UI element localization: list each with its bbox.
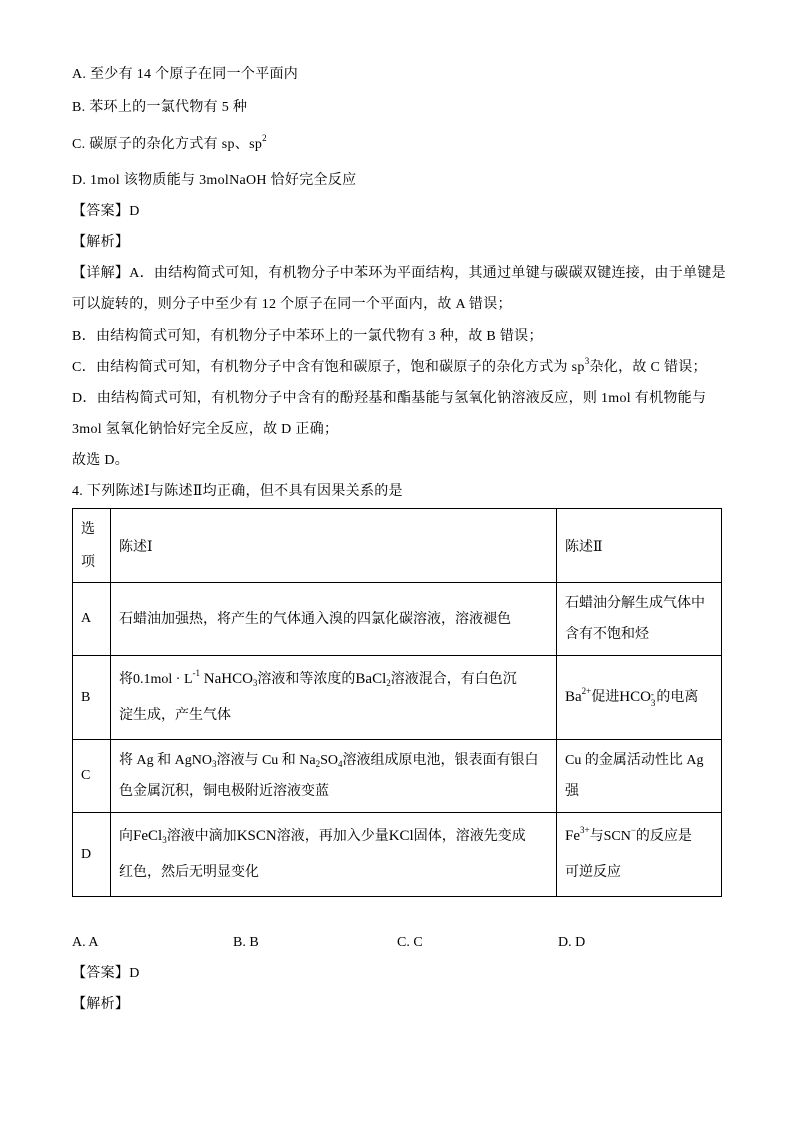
row-b-s2-text: 促进 — [591, 690, 620, 705]
header-option-line: 项 — [81, 554, 95, 570]
row-d-s1-text: 向 — [119, 829, 133, 844]
row-b-s2-superscript: - — [650, 689, 654, 699]
row-d-s1-text: 溶液，再加入少量 — [276, 829, 389, 844]
q3-answer-value: D — [129, 204, 140, 219]
row-d-s2-formula: Fe — [565, 828, 580, 844]
row-b-s1-text: 将0.1mol · L — [119, 672, 193, 687]
row-c-statement1-line-1 — [119, 745, 548, 776]
q3-detail-line-6: 3mol 氢氧化钠恰好完全反应，故 D 正确； — [72, 422, 339, 437]
table-row-c — [73, 740, 722, 813]
header-statement2: 陈述Ⅱ — [565, 539, 603, 555]
row-b-statement1-line-2: 淀生成，产生气体 — [119, 708, 231, 723]
row-b-s1-text: 溶液和等浓度的 — [257, 672, 356, 687]
q3-answer — [72, 203, 140, 221]
row-c-s1-text: SO — [320, 753, 339, 768]
row-b-s2-formula: HCO — [619, 689, 651, 705]
row-c-option-cell — [73, 740, 111, 813]
header-statement1: 陈述Ⅰ — [119, 539, 153, 555]
row-c-statement2-cell — [557, 740, 722, 813]
row-d-s1-formula: KSCN — [236, 828, 277, 844]
row-b-s2-formula: Ba — [565, 689, 582, 705]
q4-stem: 4. 下列陈述Ⅰ与陈述Ⅱ均正确，但不具有因果关系的是 — [72, 484, 403, 499]
q3-detail-line-1: 【详解】A．由结构简式可知，有机物分子中苯环为平面结构，其通过单键与碳碳双键连接，由于单键是 — [72, 266, 726, 281]
row-a-option: A — [81, 611, 92, 626]
row-b-s2-subscript: 3 — [650, 698, 656, 708]
row-b-option: B — [81, 689, 91, 705]
row-d-s1-formula: FeCl — [133, 828, 163, 844]
row-c-s1-text: 溶液组成原电池，银表面有银白 — [342, 753, 539, 768]
row-b-s1-text: 溶液混合，有白色沉 — [390, 672, 517, 687]
row-d-s2-text: 的反应是 — [635, 829, 692, 844]
q4-choice-c: C. C — [397, 935, 423, 950]
q3-option-a: A. 至少有 14 个原子在同一个平面内 — [72, 67, 299, 82]
q3-option-b: B. 苯环上的一氯代物有 5 种 — [72, 100, 248, 115]
row-b-s2-sub-sup-stack — [651, 690, 656, 708]
row-c-option: C — [81, 768, 91, 783]
row-d-statement1-line-1 — [119, 818, 548, 855]
row-b-s2-text: 的电离 — [656, 690, 699, 705]
row-d-s2-formula: SCN — [603, 829, 631, 844]
q4-choice-b: B. B — [233, 935, 259, 950]
row-b-s1-formula: NaHCO — [200, 671, 253, 687]
header-statement1-cell — [111, 509, 557, 583]
q3-analysis-label: 【解析】 — [72, 235, 130, 250]
q3-detail-line-7: 故选 D。 — [72, 453, 130, 468]
row-c-s1-text: 将 Ag 和 AgNO — [119, 753, 212, 768]
row-c-s1-text: 溶液与 Cu 和 Na — [216, 753, 316, 768]
row-d-s2-superscript: 3+ — [580, 825, 590, 835]
row-b-option-cell — [73, 656, 111, 740]
row-c-statement2-line: 强 — [565, 784, 579, 799]
row-b-statement2-cell — [557, 656, 722, 740]
q3-detail-line-5: D．由结构简式可知，有机物分子中含有的酚羟基和酯基能与氢氧化钠溶液反应，则 1mol 有机物能与 — [72, 391, 707, 406]
header-option-cell — [73, 509, 111, 583]
row-b-s1-formula: BaCl — [355, 671, 387, 687]
q3-detail-line-4-superscript: 3 — [584, 356, 590, 366]
row-a-option-cell — [73, 583, 111, 656]
row-b-s2-superscript: 2+ — [581, 686, 592, 696]
q3-detail-line-3: B．由结构简式可知，有机物分子中苯环上的一氯代物有 3 种，故 B 错误； — [72, 329, 543, 344]
row-d-s1-text: 溶液中滴加 — [166, 829, 237, 844]
table-row-a — [73, 583, 722, 656]
table-row-d — [73, 813, 722, 897]
row-c-s1-subscript: 4 — [338, 759, 343, 769]
table-row-b — [73, 656, 722, 740]
row-c-s1-subscript: 3 — [211, 759, 217, 769]
row-d-option: D — [81, 846, 92, 862]
row-d-statement2-cell — [557, 813, 722, 897]
row-d-s1-formula: KCl — [388, 828, 414, 844]
row-c-s1-subscript: 2 — [315, 759, 321, 769]
q3-option-c — [72, 133, 267, 154]
row-d-statement2-line-2: 可逆反应 — [565, 865, 621, 880]
q4-answer — [72, 965, 140, 983]
header-statement2-cell — [557, 509, 722, 583]
q3-option-c-superscript: 2 — [262, 133, 267, 143]
row-a-statement1: 石蜡油加强热，将产生的气体通入溴的四氯化碳溶液，溶液褪色 — [119, 611, 511, 627]
q3-detail-line-4 — [72, 356, 707, 377]
q3-detail-line-4-part-b: 杂化，故 C 错误； — [589, 360, 707, 375]
row-c-statement1-cell — [111, 740, 557, 813]
header-option-line: 选 — [81, 521, 95, 537]
q3-option-c-text: C. 碳原子的杂化方式有 sp、sp — [72, 137, 263, 152]
statement-table — [72, 508, 722, 897]
row-d-s2-text: 与 — [589, 829, 604, 844]
q3-detail-line-4-part-a: C．由结构简式可知，有机物分子中含有饱和碳原子，饱和碳原子的杂化方式为 sp — [72, 360, 585, 375]
row-a-statement1-cell — [111, 583, 557, 656]
row-c-statement1-line-2: 色金属沉积，铜电极附近溶液变蓝 — [119, 784, 329, 799]
q3-option-d: D. 1mol 该物质能与 3molNaOH 恰好完全反应 — [72, 173, 357, 188]
q4-choice-a: A. A — [72, 935, 99, 950]
row-a-statement2-line: 含有不饱和烃 — [565, 627, 649, 642]
row-b-s1-subscript: 2 — [386, 678, 391, 688]
q4-analysis-label: 【解析】 — [72, 997, 130, 1012]
row-b-statement2 — [565, 679, 713, 716]
row-a-statement2-cell — [557, 583, 722, 656]
row-b-s1-subscript: 3 — [252, 678, 258, 688]
row-b-s1-superscript: -1 — [192, 668, 200, 678]
q3-answer-label: 【答案】 — [72, 204, 130, 219]
row-b-statement1-cell — [111, 656, 557, 740]
q3-detail-line-2: 可以旋转的，则分子中至少有 12 个原子在同一个平面内，故 A 错误； — [72, 297, 512, 312]
row-a-statement2-line: 石蜡油分解生成气体中 — [565, 596, 705, 611]
row-d-statement2-line-1 — [565, 818, 713, 855]
row-d-s2-superscript: − — [630, 825, 636, 835]
row-c-statement2-line: Cu 的金属活动性比 Ag — [565, 753, 704, 768]
row-d-s1-subscript: 3 — [162, 835, 167, 845]
row-b-statement1-line-1 — [119, 661, 548, 698]
q4-answer-value: D — [129, 966, 140, 981]
q4-choice-d: D. D — [558, 935, 586, 950]
row-d-statement1-cell — [111, 813, 557, 897]
table-header-row — [73, 509, 722, 583]
q4-answer-label: 【答案】 — [72, 966, 130, 981]
row-d-s1-text: 固体，溶液先变成 — [413, 829, 526, 844]
row-d-statement1-line-2: 红色，然后无明显变化 — [119, 865, 259, 880]
row-d-option-cell — [73, 813, 111, 897]
